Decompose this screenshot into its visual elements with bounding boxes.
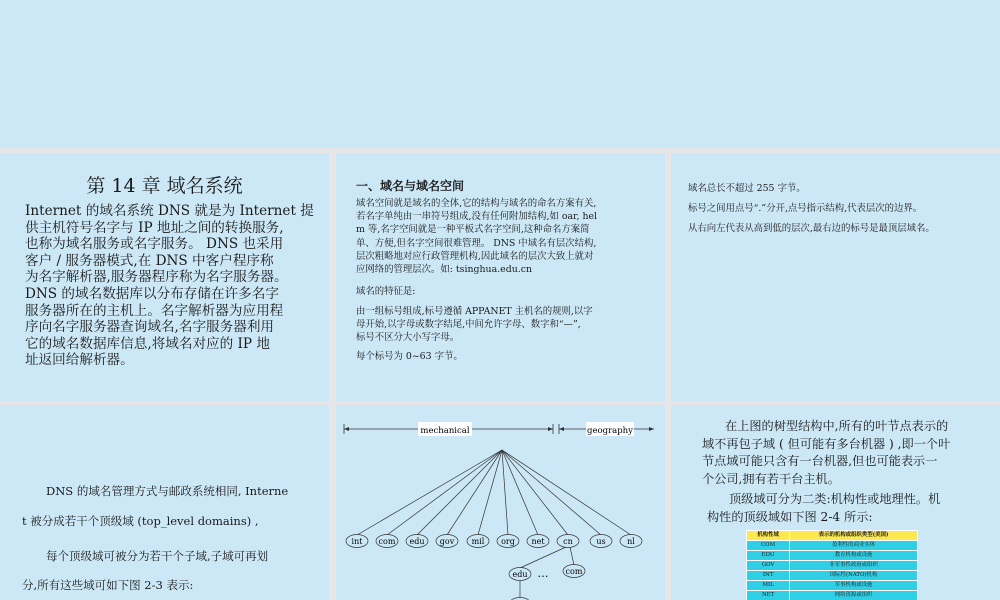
management-line: t 被分成若干个顶级域 (top_level domains) , bbox=[22, 514, 259, 528]
slide-domain-space bbox=[336, 153, 665, 401]
intro-line: Internet 的域名系统 DNS 就是为 Internet 提 bbox=[25, 203, 314, 219]
tld-intro-line: 构性的顶级域如下图 2-4 所示: bbox=[707, 510, 873, 524]
table-cell: 盈利性的商业实体 bbox=[790, 541, 918, 551]
paragraph-line: m 等,名字空间就是一种平板式名字空间,这种命名方案简 bbox=[356, 224, 590, 236]
table-row bbox=[747, 541, 918, 551]
slide-top-blank bbox=[0, 0, 1000, 148]
domain-space-paragraph bbox=[356, 197, 597, 276]
tld-table bbox=[746, 530, 918, 600]
domain-tree-diagram bbox=[336, 405, 665, 600]
paragraph-line: 若名字单纯由一串符号组成,没有任何附加结构,如 oar, hel bbox=[356, 211, 598, 223]
intro-line: 也称为域名服务或名字服务。 DNS 也采用 bbox=[25, 236, 284, 253]
section-heading: 一、域名与域名空间 bbox=[356, 179, 465, 193]
slide-chapter-intro bbox=[0, 153, 329, 401]
management-line: 分,所有这些域可如下图 2-3 表示: bbox=[22, 578, 194, 592]
paragraph-line: 由一组标号组成,标号遵循 APPANET 主机名的规则,以字 bbox=[356, 306, 593, 317]
table-cell: GOV bbox=[747, 561, 790, 571]
management-line: 每个顶级域可被分为若干个子域,子域可再划 bbox=[46, 549, 269, 563]
slide-domain-rules bbox=[671, 153, 1000, 401]
table-cell: MIL bbox=[747, 581, 790, 591]
slide-domain-tree bbox=[336, 405, 665, 600]
label-rules-paragraph bbox=[356, 305, 593, 345]
features-label: 域名的特征是: bbox=[356, 286, 416, 297]
tree-node-cn-com: com bbox=[565, 567, 583, 576]
paragraph-line: 域名空间就是域名的全体,它的结构与域名的命名方案有关, bbox=[356, 198, 597, 209]
rule-line: 域名总长不超过 255 字节。 bbox=[688, 183, 806, 194]
tree-note-line: 个公司,拥有若干台主机。 bbox=[702, 471, 840, 486]
rule-line: 标号之间用点号“.”分开,点号指示结构,代表层次的边界。 bbox=[688, 203, 923, 214]
table-header: 机构性域 bbox=[747, 531, 790, 541]
mechanical-label: mechanical bbox=[420, 426, 470, 436]
paragraph-line: 应网络的管理层次。如: tsinghua.edu.cn bbox=[356, 264, 533, 276]
slide-top-level-domains bbox=[671, 405, 1000, 600]
table-cell: 国际性(NATO)机构 bbox=[790, 571, 918, 581]
tree-node-cn-edu: edu bbox=[512, 570, 528, 579]
table-header: 表示的机构或组织类型(美国) bbox=[790, 531, 918, 541]
tree-note-line: 节点域可能只含有一台机器,但也可能表示一 bbox=[702, 454, 938, 468]
table-row bbox=[747, 571, 918, 581]
table-cell: 网络资源或组织 bbox=[790, 591, 918, 600]
table-row bbox=[747, 551, 918, 561]
rule-line: 从右向左代表从高到低的层次,最右边的标号是最顶层域名。 bbox=[688, 223, 935, 234]
tree-node-net: net bbox=[531, 537, 545, 546]
table-cell: NET bbox=[747, 591, 790, 600]
paragraph-line: 层次粗略地对应行政管理机构,因此域名的层次大致上就对 bbox=[356, 250, 594, 262]
table-cell: 军事机构或设施 bbox=[790, 581, 918, 591]
tree-note-line: 域不再包子域 ( 但可能有多台机器 ) ,即一个叶 bbox=[702, 436, 951, 451]
intro-line: DNS 的域名数据库以分布存储在许多名字 bbox=[25, 285, 279, 302]
tree-node-com: com bbox=[378, 537, 396, 546]
label-length-note: 每个标号为 0~63 字节。 bbox=[356, 351, 463, 362]
tree-node-mil: mil bbox=[471, 537, 485, 546]
tree-node-edu: edu bbox=[409, 537, 425, 546]
intro-paragraph bbox=[25, 203, 314, 369]
paragraph-line: 单、方便,但名字空间很难管理。 DNS 中域名有层次结构, bbox=[356, 237, 597, 249]
tree-node-int: int bbox=[351, 537, 363, 546]
geography-label: geography bbox=[587, 426, 633, 436]
intro-line: 服务器所在的主机上。名字解析器为应用程 bbox=[25, 302, 284, 319]
intro-line: 址返回给解析器。 bbox=[25, 352, 134, 369]
table-cell: COM bbox=[747, 541, 790, 551]
tree-node-org: org bbox=[501, 537, 515, 546]
chapter-title: 第 14 章 域名系统 bbox=[86, 175, 243, 197]
tree-node-us: us bbox=[596, 537, 606, 546]
table-row bbox=[747, 591, 918, 600]
table-header-row bbox=[747, 531, 918, 541]
intro-line: 它的域名数据库信息,将域名对应的 IP 地 bbox=[25, 335, 270, 352]
intro-line: 序向名字服务器查询域名,名字服务器利用 bbox=[25, 319, 275, 336]
intro-line: 供主机符号名字与 IP 地址之间的转换服务, bbox=[25, 219, 284, 236]
tree-node-gov: gov bbox=[439, 537, 455, 546]
table-cell: EDU bbox=[747, 551, 790, 561]
management-line: DNS 的域名管理方式与邮政系统相同, Interne bbox=[46, 484, 289, 498]
tree-ellipsis: … bbox=[537, 567, 549, 580]
tree-note-line: 在上图的树型结构中,所有的叶节点表示的 bbox=[725, 419, 949, 433]
table-row bbox=[747, 581, 918, 591]
paragraph-line: 母开始,以字母或数字结尾,中间允许字母、数字和“—”, bbox=[356, 319, 581, 331]
paragraph-line: 标号不区分大小写字母。 bbox=[356, 332, 460, 344]
intro-line: 为名字解析器,服务器程序称为名字服务器。 bbox=[25, 269, 288, 286]
intro-line: 客户 / 服务器模式,在 DNS 中客户程序称 bbox=[25, 252, 274, 269]
slide-dns-management bbox=[0, 405, 329, 600]
table-cell: 非军事性政府或组织 bbox=[790, 561, 918, 571]
tree-node-nl: nl bbox=[627, 537, 635, 546]
table-row bbox=[747, 561, 918, 571]
table-cell: 教育机构或设施 bbox=[790, 551, 918, 561]
tld-intro-line: 顶级域可分为二类:机构性或地理性。机 bbox=[729, 492, 941, 506]
table-cell: INT bbox=[747, 571, 790, 581]
tree-node-cn: cn bbox=[563, 537, 573, 546]
